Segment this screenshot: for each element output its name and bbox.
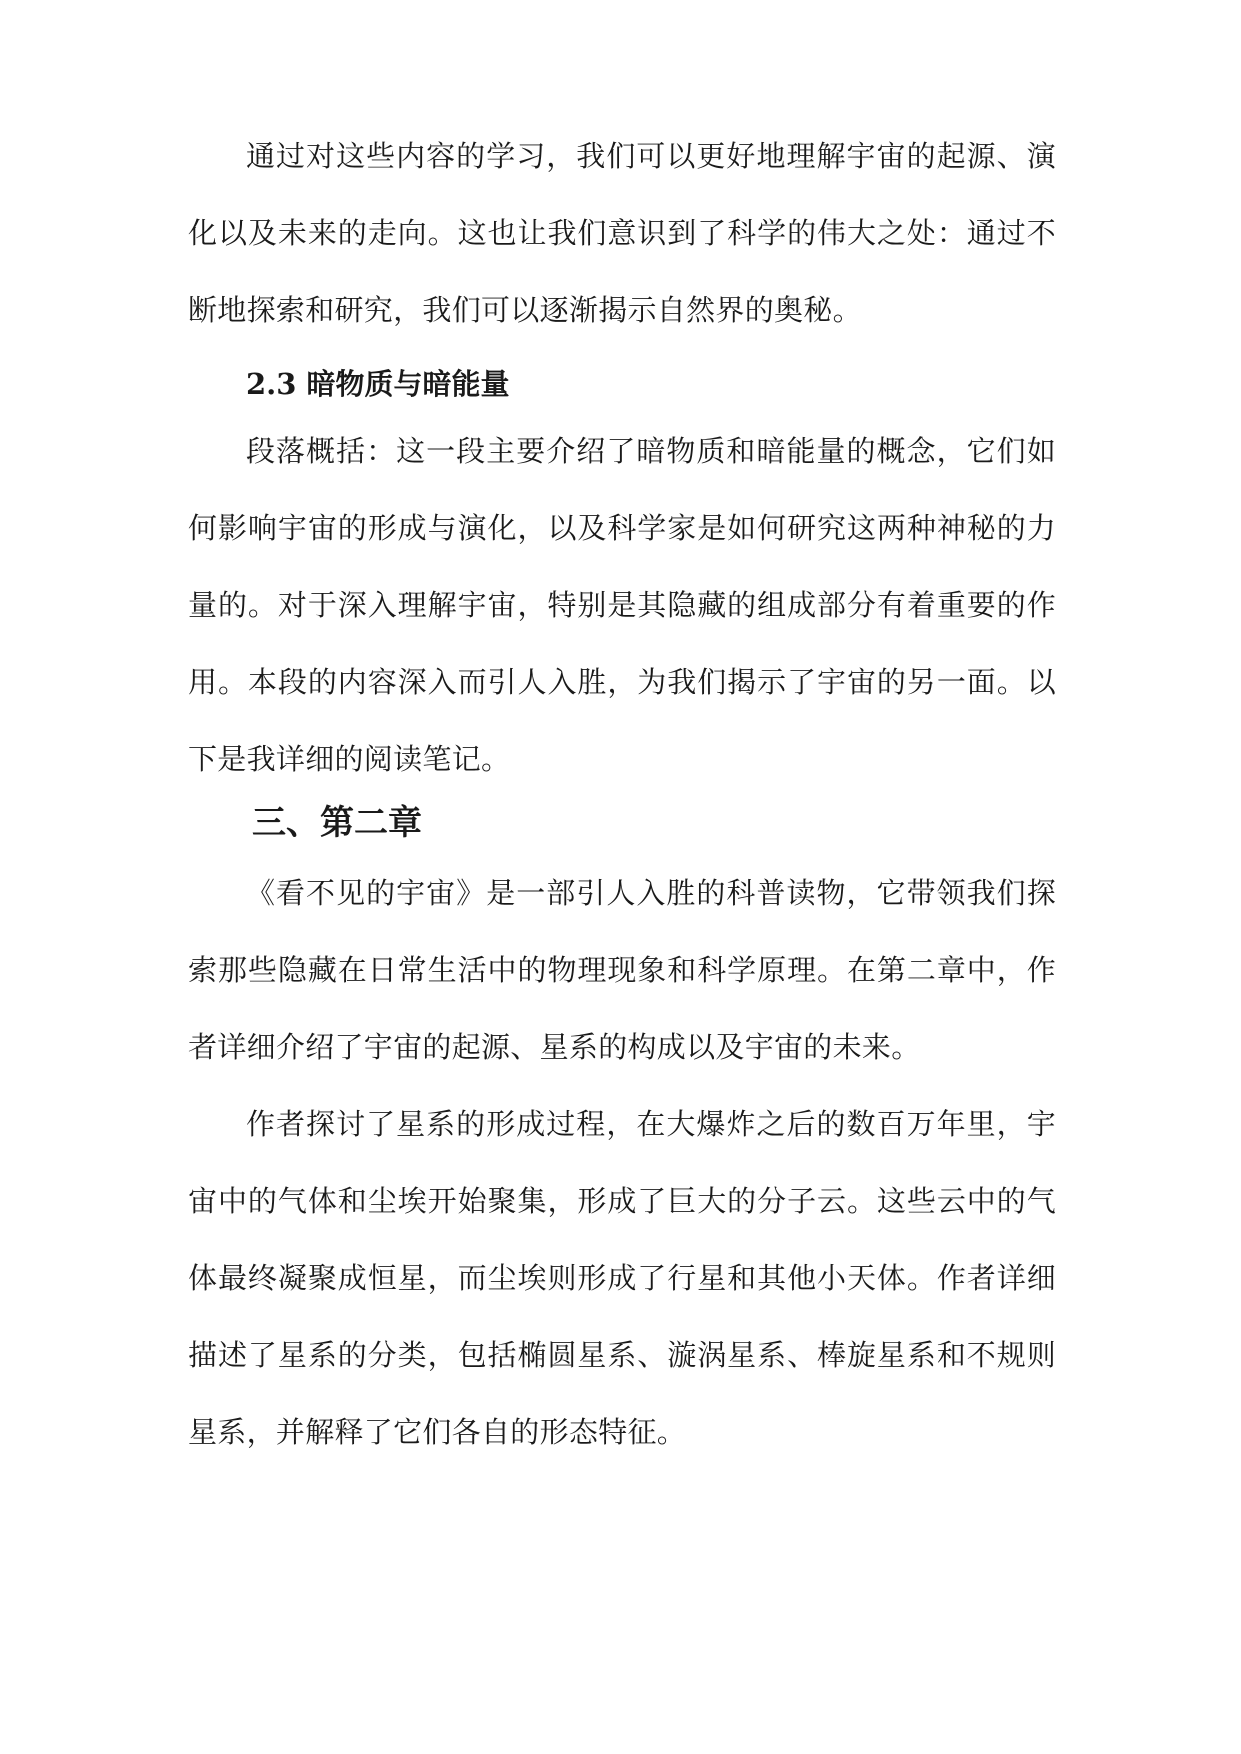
paragraph-galaxy-formation: 作者探讨了星系的形成过程，在大爆炸之后的数百万年里，宇宙中的气体和尘埃开始聚集，形成了巨大的分子云。这些云中的气体最终凝聚成恒星，而尘埃则形成了行星和其他小天体。作者详细描述了星系的分类，包括椭圆星系、漩涡星系、棒旋星系和不规则星系，并解释了它们各自的形态特征。	[188, 1107, 1056, 1449]
chapter-heading: 三、第二章	[252, 803, 422, 843]
paragraph-intro-conclusion: 通过对这些内容的学习，我们可以更好地理解宇宙的起源、演化以及未来的走向。这也让我们意识到了科学的伟大之处：通过不断地探索和研究，我们可以逐渐揭示自然界的奥秘。	[188, 139, 1056, 327]
paragraph-section-summary: 段落概括：这一段主要介绍了暗物质和暗能量的概念，它们如何影响宇宙的形成与演化，以及科学家是如何研究这两种神秘的力量的。对于深入理解宇宙，特别是其隐藏的组成部分有着重要的作用。本段的内容深入而引人入胜，为我们揭示了宇宙的另一面。以下是我详细的阅读笔记。	[188, 434, 1056, 776]
paragraph-chapter-intro: 《看不见的宇宙》是一部引人入胜的科普读物，它带领我们探索那些隐藏在日常生活中的物理现象和科学原理。在第二章中，作者详细介绍了宇宙的起源、星系的构成以及宇宙的未来。	[188, 876, 1056, 1064]
section-heading-2-3: 2.3 暗物质与暗能量	[246, 367, 510, 401]
